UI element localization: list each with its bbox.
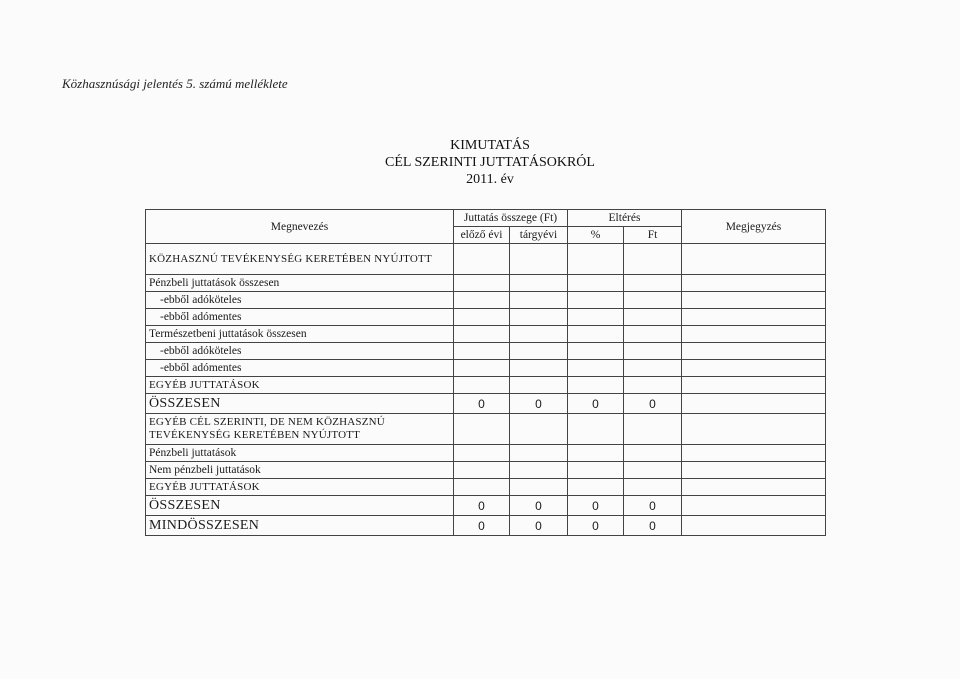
table-cell: [682, 275, 826, 292]
table-row: [146, 516, 826, 536]
table-cell: [568, 360, 624, 377]
table-cell: [510, 326, 568, 343]
table-cell: [454, 244, 510, 275]
table-cell: [454, 343, 510, 360]
grand-total-pct: 0: [568, 516, 624, 536]
table-cell: [682, 292, 826, 309]
section2-total-pct: 0: [568, 496, 624, 516]
table-cell: [510, 343, 568, 360]
section1-total-curr: 0: [510, 394, 568, 414]
table-cell: [454, 326, 510, 343]
table-cell: [568, 244, 624, 275]
row-label: Pénzbeli juttatások összesen: [146, 275, 454, 292]
row-label: EGYÉB JUTTATÁSOK: [146, 479, 454, 496]
table-cell: [510, 275, 568, 292]
row-label: -ebből adóköteles: [146, 343, 454, 360]
row-label: -ebből adóköteles: [146, 292, 454, 309]
section2-total-curr: 0: [510, 496, 568, 516]
header-difference: Eltérés: [568, 210, 682, 227]
table-cell: [568, 414, 624, 445]
table-cell: [454, 445, 510, 462]
table-cell: [454, 377, 510, 394]
table-cell: [568, 326, 624, 343]
table-cell: [682, 445, 826, 462]
table-cell: [624, 343, 682, 360]
table-row: [146, 244, 826, 275]
table-row: [146, 360, 826, 377]
table-cell: [568, 479, 624, 496]
table-cell: [510, 462, 568, 479]
table-cell: [454, 292, 510, 309]
table-cell: [624, 244, 682, 275]
table-row: [146, 309, 826, 326]
table-row: [146, 275, 826, 292]
table-cell: [682, 377, 826, 394]
table-cell: [624, 462, 682, 479]
table-cell: [510, 292, 568, 309]
benefits-table: [145, 209, 826, 536]
row-label: EGYÉB JUTTATÁSOK: [146, 377, 454, 394]
table-row: [146, 496, 826, 516]
report-title: KIMUTATÁS: [450, 138, 530, 153]
table-cell: [624, 275, 682, 292]
table-row: [146, 462, 826, 479]
table-cell: [624, 360, 682, 377]
table-cell: [454, 462, 510, 479]
table-cell: [568, 377, 624, 394]
table-cell: [568, 445, 624, 462]
grand-total-curr: 0: [510, 516, 568, 536]
table-row: [146, 414, 826, 445]
table-cell: [454, 309, 510, 326]
section1-total-pct: 0: [568, 394, 624, 414]
table-cell: [510, 377, 568, 394]
table-cell: [624, 445, 682, 462]
table-cell: [568, 309, 624, 326]
table-cell: [568, 462, 624, 479]
header-amount: Juttatás összege (Ft): [454, 210, 568, 227]
table-cell: [624, 414, 682, 445]
document-annex-note: Közhasznúsági jelentés 5. számú melléklete: [62, 76, 288, 91]
table-cell: [682, 244, 826, 275]
table-cell: [510, 244, 568, 275]
table-cell: [624, 377, 682, 394]
report-heading: [300, 137, 680, 188]
table-cell: [454, 414, 510, 445]
table-cell: [454, 275, 510, 292]
table-row: [146, 343, 826, 360]
table-cell: [682, 394, 826, 414]
row-label: -ebből adómentes: [146, 360, 454, 377]
report-year: 2011. év: [466, 172, 514, 187]
grand-total-ft: 0: [624, 516, 682, 536]
table-cell: [682, 479, 826, 496]
header-remark: Megjegyzés: [682, 210, 826, 244]
table-cell: [510, 479, 568, 496]
table-cell: [624, 309, 682, 326]
section1-total-prev: 0: [454, 394, 510, 414]
section2-total-label: ÖSSZESEN: [146, 496, 454, 516]
table-cell: [568, 275, 624, 292]
table-cell: [682, 326, 826, 343]
table-row: [146, 292, 826, 309]
table-cell: [454, 360, 510, 377]
table-cell: [682, 343, 826, 360]
table-cell: [682, 496, 826, 516]
row-label: Természetbeni juttatások összesen: [146, 326, 454, 343]
table-cell: [624, 326, 682, 343]
table-cell: [454, 479, 510, 496]
table-row: [146, 479, 826, 496]
table-cell: [568, 343, 624, 360]
section1-total-ft: 0: [624, 394, 682, 414]
table-cell: [682, 360, 826, 377]
table-cell: [510, 445, 568, 462]
report-subtitle: CÉL SZERINTI JUTTATÁSOKRÓL: [385, 155, 595, 170]
row-label: -ebből adómentes: [146, 309, 454, 326]
table-cell: [682, 309, 826, 326]
section1-total-label: ÖSSZESEN: [146, 394, 454, 414]
header-ft: Ft: [624, 227, 682, 244]
section2-total-prev: 0: [454, 496, 510, 516]
table-cell: [682, 516, 826, 536]
table-cell: [510, 360, 568, 377]
section-title-other-purpose: EGYÉB CÉL SZERINTI, DE NEM KÖZHASZNÚ TEVÉKENYSÉG KERETÉBEN NYÚJTOTT: [146, 414, 454, 445]
header-current-year: tárgyévi: [510, 227, 568, 244]
row-label: Pénzbeli juttatások: [146, 445, 454, 462]
table-row: [146, 377, 826, 394]
table-row: [146, 445, 826, 462]
header-name: Megnevezés: [146, 210, 454, 244]
table-row: [146, 394, 826, 414]
section2-total-ft: 0: [624, 496, 682, 516]
header-percent: %: [568, 227, 624, 244]
table-cell: [510, 414, 568, 445]
table-row: [146, 326, 826, 343]
table-cell: [682, 414, 826, 445]
table-cell: [624, 479, 682, 496]
grand-total-prev: 0: [454, 516, 510, 536]
table-header-row-1: [146, 210, 826, 227]
row-label: Nem pénzbeli juttatások: [146, 462, 454, 479]
table-cell: [568, 292, 624, 309]
table-cell: [510, 309, 568, 326]
table-cell: [682, 462, 826, 479]
grand-total-label: MINDÖSSZESEN: [146, 516, 454, 536]
section-title-public-benefit: KÖZHASZNÚ TEVÉKENYSÉG KERETÉBEN NYÚJTOTT: [146, 244, 454, 275]
header-previous-year: előző évi: [454, 227, 510, 244]
table-cell: [624, 292, 682, 309]
